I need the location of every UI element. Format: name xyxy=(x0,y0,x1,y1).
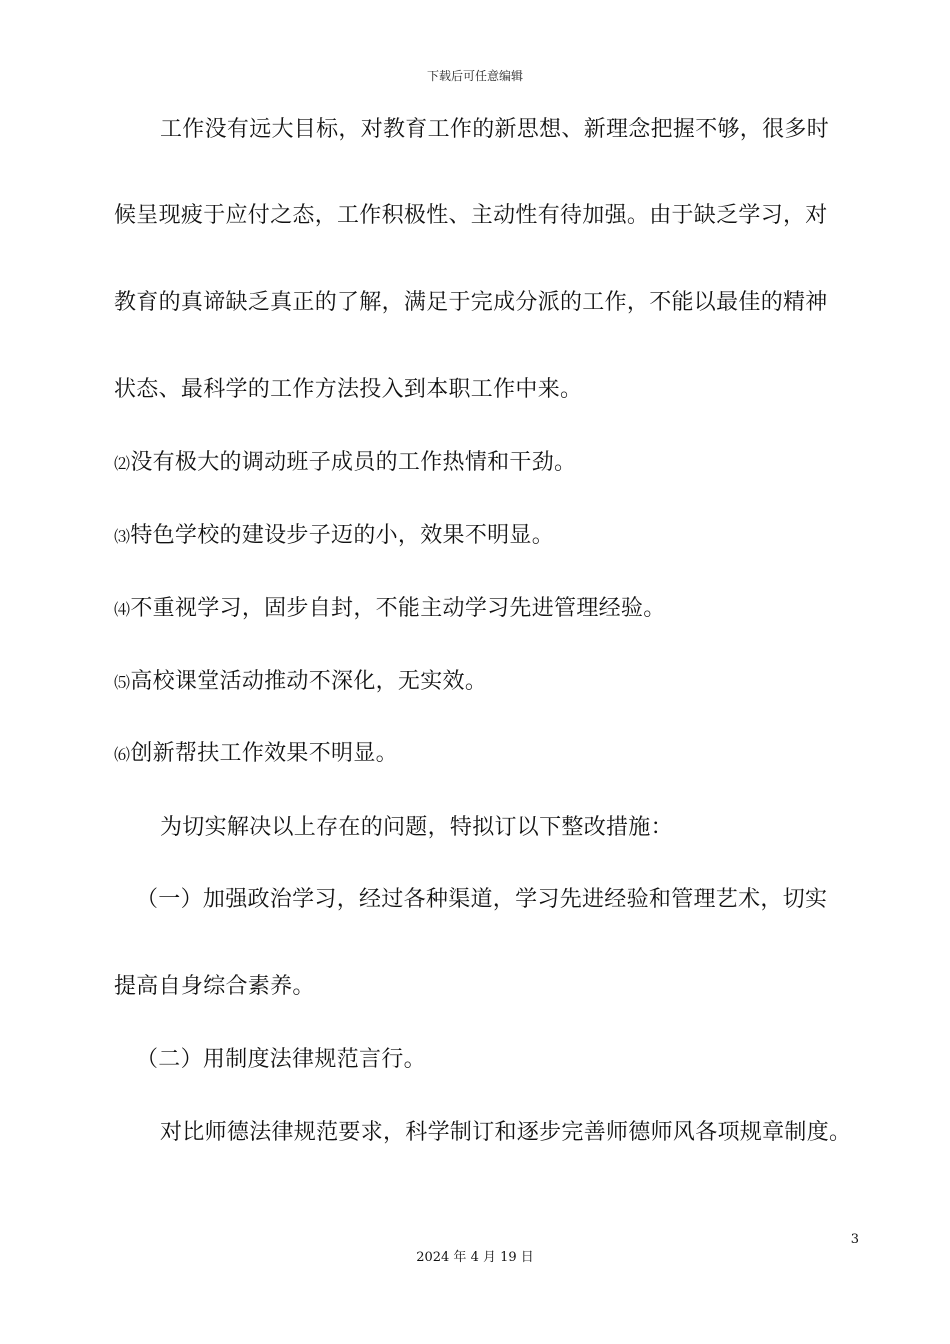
list-item xyxy=(114,667,487,698)
list-item-text: 不重视学习，固步自封，不能主动学习先进管理经验。 xyxy=(130,596,666,621)
header-note: 下载后可任意编辑 xyxy=(426,69,523,83)
list-item xyxy=(114,521,554,552)
list-item-number: ⑹ xyxy=(114,745,131,764)
list-item-text: 高校课堂活动推动不深化，无实效。 xyxy=(130,669,488,694)
list-item xyxy=(114,739,398,770)
measures-intro: 为切实解决以上存在的问题，特拟订以下整改措施： xyxy=(160,815,673,840)
list-item xyxy=(114,594,666,625)
list-item-number: ⑸ xyxy=(114,673,131,692)
measure-2-heading: （二）用制度法律规范言行。 xyxy=(136,1047,426,1072)
paragraph-line-2: 候呈现疲于应付之态，工作积极性、主动性有待加强。由于缺乏学习，对 xyxy=(114,203,828,228)
paragraph-line-1: 工作没有远大目标，对教育工作的新思想、新理念把握不够，很多时 xyxy=(160,117,830,142)
paragraph-line-4: 状态、最科学的工作方法投入到本职工作中来。 xyxy=(114,377,583,402)
list-item-text: 创新帮扶工作效果不明显。 xyxy=(130,741,398,766)
page-number: 3 xyxy=(850,1232,859,1247)
measure-2-detail: 对比师德法律规范要求，科学制订和逐步完善师德师风各项规章制度。 xyxy=(160,1120,852,1145)
list-item-number: ⑵ xyxy=(114,454,131,473)
list-item xyxy=(114,448,576,479)
paragraph-line-3: 教育的真谛缺乏真正的了解，满足于完成分派的工作，不能以最佳的精神 xyxy=(114,290,828,315)
measure-1-line-2: 提高自身综合素养。 xyxy=(114,974,315,999)
footer-date: 2024 年 4 月 19 日 xyxy=(416,1250,534,1265)
list-item-number: ⑶ xyxy=(114,527,131,546)
list-item-number: ⑷ xyxy=(114,600,131,619)
list-item-text: 没有极大的调动班子成员的工作热情和干劲。 xyxy=(130,450,577,475)
measure-1-line-1: （一）加强政治学习，经过各种渠道，学习先进经验和管理艺术，切实 xyxy=(136,887,828,912)
list-item-text: 特色学校的建设步子迈的小，效果不明显。 xyxy=(130,523,555,548)
